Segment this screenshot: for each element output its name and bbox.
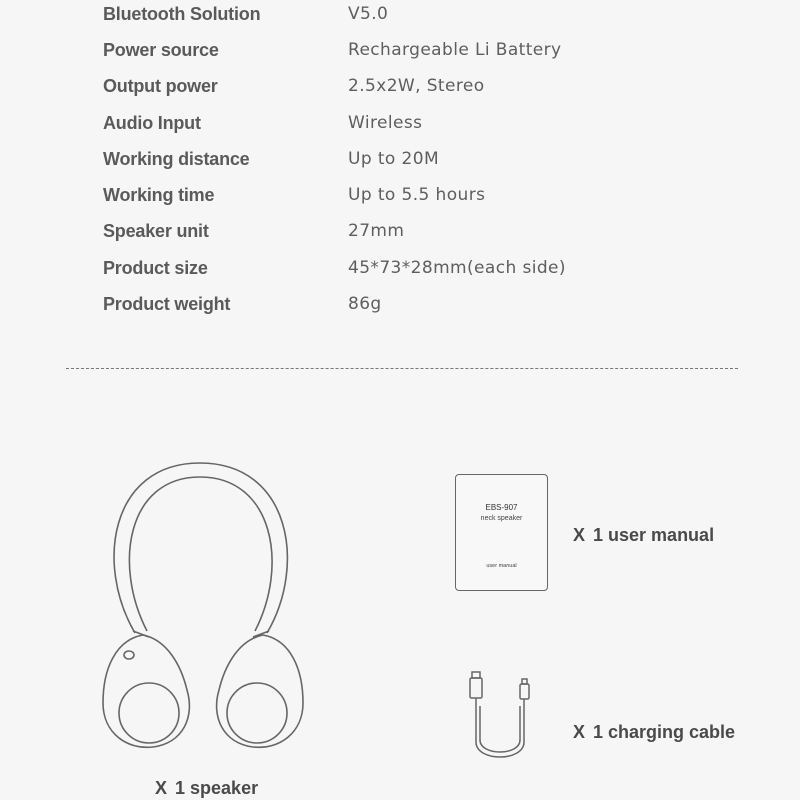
quantity-mark: X: [573, 525, 586, 545]
spec-value: Up to 20M: [348, 149, 440, 169]
spec-row: [0, 113, 800, 149]
spec-label: Speaker unit: [103, 221, 209, 241]
manual-label: 1 user manual: [593, 525, 715, 545]
neck-speaker-icon: [95, 455, 310, 760]
quantity-mark: X: [155, 778, 168, 798]
spec-value: 45*73*28mm(each side): [348, 258, 566, 278]
spec-row: [0, 4, 800, 40]
manual-caption: [573, 525, 714, 546]
spec-row: [0, 76, 800, 112]
speaker-caption: [155, 778, 258, 799]
manual-model: EBS-907: [485, 503, 518, 512]
spec-value: 2.5x2W, Stereo: [348, 76, 485, 96]
spec-label: Bluetooth Solution: [103, 4, 261, 24]
spec-label: Product size: [103, 258, 208, 278]
spec-label: Audio Input: [103, 113, 201, 133]
spec-label: Working time: [103, 185, 215, 205]
quantity-mark: X: [573, 722, 586, 742]
spec-label: Power source: [103, 40, 219, 60]
manual-subtitle: neck speaker: [480, 515, 523, 522]
spec-value: 86g: [348, 294, 382, 314]
spec-row: [0, 185, 800, 221]
spec-row: [0, 294, 800, 330]
spec-label: Product weight: [103, 294, 231, 314]
dashed-divider: [66, 368, 738, 369]
spec-value: Up to 5.5 hours: [348, 185, 486, 205]
spec-value: Rechargeable Li Battery: [348, 40, 562, 60]
cable-caption: [573, 722, 735, 743]
spec-row: [0, 40, 800, 76]
spec-row: [0, 221, 800, 257]
manual-footer: user manual: [486, 563, 517, 569]
spec-row: [0, 258, 800, 294]
speaker-label: 1 speaker: [175, 778, 259, 798]
spec-label: Working distance: [103, 149, 250, 169]
spec-value: V5.0: [348, 4, 389, 24]
spec-value: 27mm: [348, 221, 405, 241]
spec-value: Wireless: [348, 113, 423, 133]
charging-cable-icon: [462, 670, 542, 770]
cable-label: 1 charging cable: [593, 722, 736, 742]
spec-row: [0, 149, 800, 185]
spec-label: Output power: [103, 76, 218, 96]
user-manual-booklet: [455, 474, 548, 591]
